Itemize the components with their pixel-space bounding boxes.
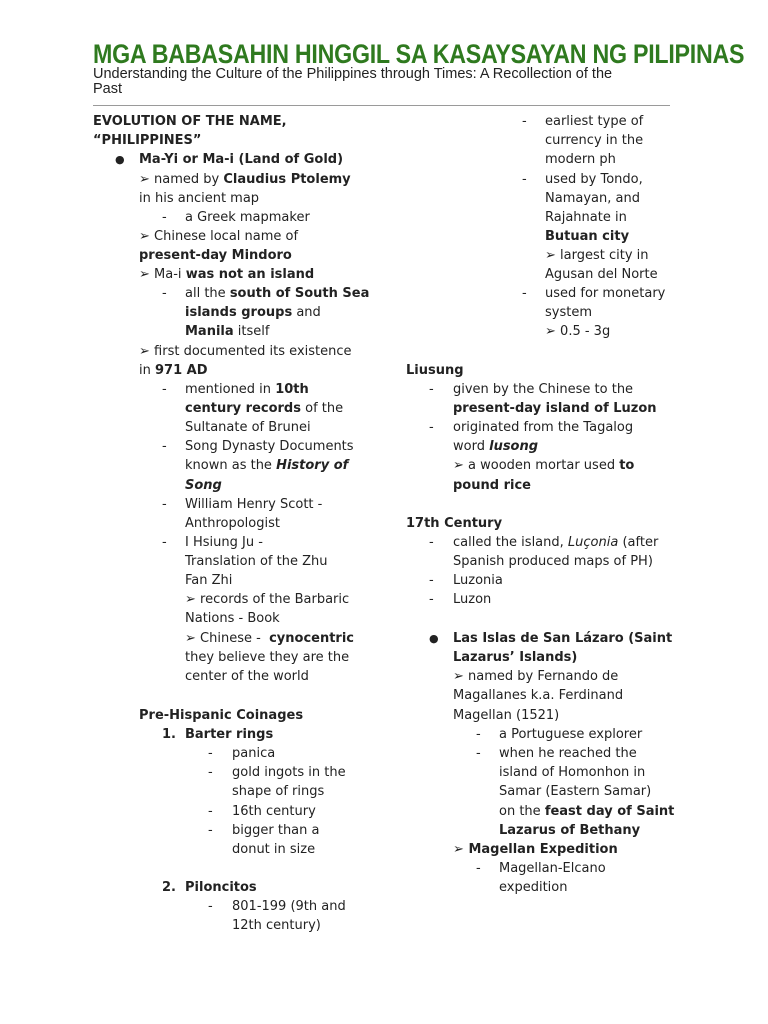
subtitle-line: Past — [93, 81, 123, 97]
topic-heading: Barter rings — [185, 727, 274, 742]
dash-icon: - — [208, 765, 213, 780]
note-line: ➢ first documented its existence — [139, 344, 352, 359]
list-item: word lusong — [453, 439, 539, 454]
list-item: present-day island of Luzon — [453, 401, 657, 416]
arrow-icon: ➢ — [139, 229, 150, 244]
list-item: Namayan, and — [545, 191, 640, 206]
topic-heading: Piloncitos — [185, 880, 257, 895]
note-line: in his ancient map — [139, 191, 260, 206]
list-item: Manila itself — [185, 324, 270, 339]
topic-heading: Lazarus’ Islands) — [453, 650, 578, 665]
list-item: island of Homonhon in — [499, 765, 646, 780]
document-subtitle — [93, 67, 673, 97]
list-item: used by Tondo, — [545, 172, 643, 187]
note-line: ➢ named by Claudius Ptolemy — [139, 172, 351, 187]
dash-icon: - — [476, 727, 481, 742]
list-item: earliest type of — [545, 114, 644, 129]
dash-icon: - — [208, 804, 213, 819]
list-item: known as the History of — [185, 458, 349, 473]
dash-icon: - — [162, 497, 167, 512]
list-item: modern ph — [545, 152, 616, 167]
list-item: all the south of South Sea — [185, 286, 370, 301]
arrow-icon: ➢ — [185, 631, 196, 646]
list-item: islands groups and — [185, 305, 321, 320]
note-line: in 971 AD — [139, 363, 208, 378]
list-item: Samar (Eastern Samar) — [499, 784, 652, 799]
list-item: Nations - Book — [185, 611, 280, 626]
list-item: Song — [185, 478, 222, 493]
section-heading: “PHILIPPINES” — [93, 133, 202, 148]
arrow-icon: ➢ — [453, 842, 464, 857]
list-item: mentioned in 10th — [185, 382, 309, 397]
list-item: I Hsiung Ju - — [185, 535, 263, 550]
dash-icon: - — [429, 573, 434, 588]
list-item: Luzon — [453, 592, 492, 607]
dash-icon: - — [429, 592, 434, 607]
note-line: present-day Mindoro — [139, 248, 292, 263]
header-divider — [93, 105, 670, 106]
dash-icon: - — [476, 861, 481, 876]
list-item: bigger than a — [232, 823, 320, 838]
dash-icon: - — [208, 899, 213, 914]
list-item: they believe they are the — [185, 650, 350, 665]
list-item: on the feast day of Saint — [499, 804, 675, 819]
dash-icon: - — [522, 286, 527, 301]
note-line: ➢ named by Fernando de — [453, 669, 619, 684]
dash-icon: - — [522, 114, 527, 129]
list-item: system — [545, 305, 592, 320]
section-heading: Liusung — [406, 363, 464, 378]
note-line: Magallanes k.a. Ferdinand — [453, 688, 624, 703]
list-item: ➢ 0.5 - 3g — [545, 324, 611, 339]
list-item: pound rice — [453, 478, 531, 493]
note-line: Magellan (1521) — [453, 708, 560, 723]
dash-icon: - — [429, 420, 434, 435]
list-item: Sultanate of Brunei — [185, 420, 311, 435]
list-item: expedition — [499, 880, 568, 895]
subtitle-line: Understanding the Culture of the Philippines through Times: A Recollection of the — [93, 66, 613, 82]
dash-icon: - — [208, 746, 213, 761]
list-number: 1. — [162, 727, 176, 742]
list-item: Translation of the Zhu — [185, 554, 328, 569]
list-item: ➢ largest city in — [545, 248, 649, 263]
list-item: Magellan-Elcano — [499, 861, 606, 876]
dash-icon: - — [162, 439, 167, 454]
arrow-icon: ➢ — [139, 267, 150, 282]
arrow-icon: ➢ — [139, 344, 150, 359]
arrow-icon: ➢ — [545, 324, 556, 339]
list-item: Rajahnate in — [545, 210, 627, 225]
arrow-icon: ➢ — [545, 248, 556, 263]
list-item: William Henry Scott - — [185, 497, 323, 512]
list-item: currency in the — [545, 133, 644, 148]
arrow-icon: ➢ — [453, 669, 464, 684]
dash-icon: - — [476, 746, 481, 761]
list-item: ➢ Chinese - cynocentric — [185, 631, 355, 646]
list-item: given by the Chinese to the — [453, 382, 634, 397]
list-item: Song Dynasty Documents — [185, 439, 354, 454]
list-item: used for monetary — [545, 286, 666, 301]
list-item: Lazarus of Bethany — [499, 823, 641, 838]
list-item: when he reached the — [499, 746, 637, 761]
list-item: Agusan del Norte — [545, 267, 658, 282]
list-item: panica — [232, 746, 276, 761]
list-item: ➢ a wooden mortar used to — [453, 458, 635, 473]
note-line: ➢ Chinese local name of — [139, 229, 299, 244]
list-item: Spanish produced maps of PH) — [453, 554, 653, 569]
list-item: 12th century) — [232, 918, 321, 933]
list-item: century records of the — [185, 401, 344, 416]
bullet-icon: ● — [429, 632, 439, 645]
dash-icon: - — [162, 382, 167, 397]
dash-icon: - — [429, 382, 434, 397]
list-item: center of the world — [185, 669, 309, 684]
section-heading: Pre-Hispanic Coinages — [139, 708, 304, 723]
list-number: 2. — [162, 880, 176, 895]
list-item: Anthropologist — [185, 516, 280, 531]
list-item: gold ingots in the — [232, 765, 346, 780]
document-title: MGA BABASAHIN HINGGIL SA KASAYSAYAN NG PILIPINAS — [93, 39, 745, 69]
topic-heading: ➢ Magellan Expedition — [453, 842, 618, 857]
list-item: originated from the Tagalog — [453, 420, 634, 435]
section-heading: EVOLUTION OF THE NAME, — [93, 114, 287, 129]
list-item: donut in size — [232, 842, 316, 857]
list-item: called the island, Luçonia (after — [453, 535, 659, 550]
list-item: Luzonia — [453, 573, 503, 588]
arrow-icon: ➢ — [453, 458, 464, 473]
dash-icon: - — [208, 823, 213, 838]
arrow-icon: ➢ — [139, 172, 150, 187]
dash-icon: - — [162, 535, 167, 550]
list-item: Fan Zhi — [185, 573, 233, 588]
list-item: ➢ records of the Barbaric — [185, 592, 350, 607]
dash-icon: - — [162, 210, 167, 225]
dash-icon: - — [429, 535, 434, 550]
bullet-icon: ● — [115, 153, 125, 166]
list-item: a Greek mapmaker — [185, 210, 310, 225]
dash-icon: - — [162, 286, 167, 301]
list-item: a Portuguese explorer — [499, 727, 643, 742]
dash-icon: - — [522, 172, 527, 187]
arrow-icon: ➢ — [185, 592, 196, 607]
topic-heading: Las Islas de San Lázaro (Saint — [453, 631, 673, 646]
note-line: ➢ Ma-i was not an island — [139, 267, 315, 282]
list-item: 16th century — [232, 804, 316, 819]
list-item: Butuan city — [545, 229, 630, 244]
section-heading: 17th Century — [406, 516, 503, 531]
list-item: 801-199 (9th and — [232, 899, 346, 914]
list-item: shape of rings — [232, 784, 325, 799]
topic-heading: Ma-Yi or Ma-i (Land of Gold) — [139, 152, 344, 167]
